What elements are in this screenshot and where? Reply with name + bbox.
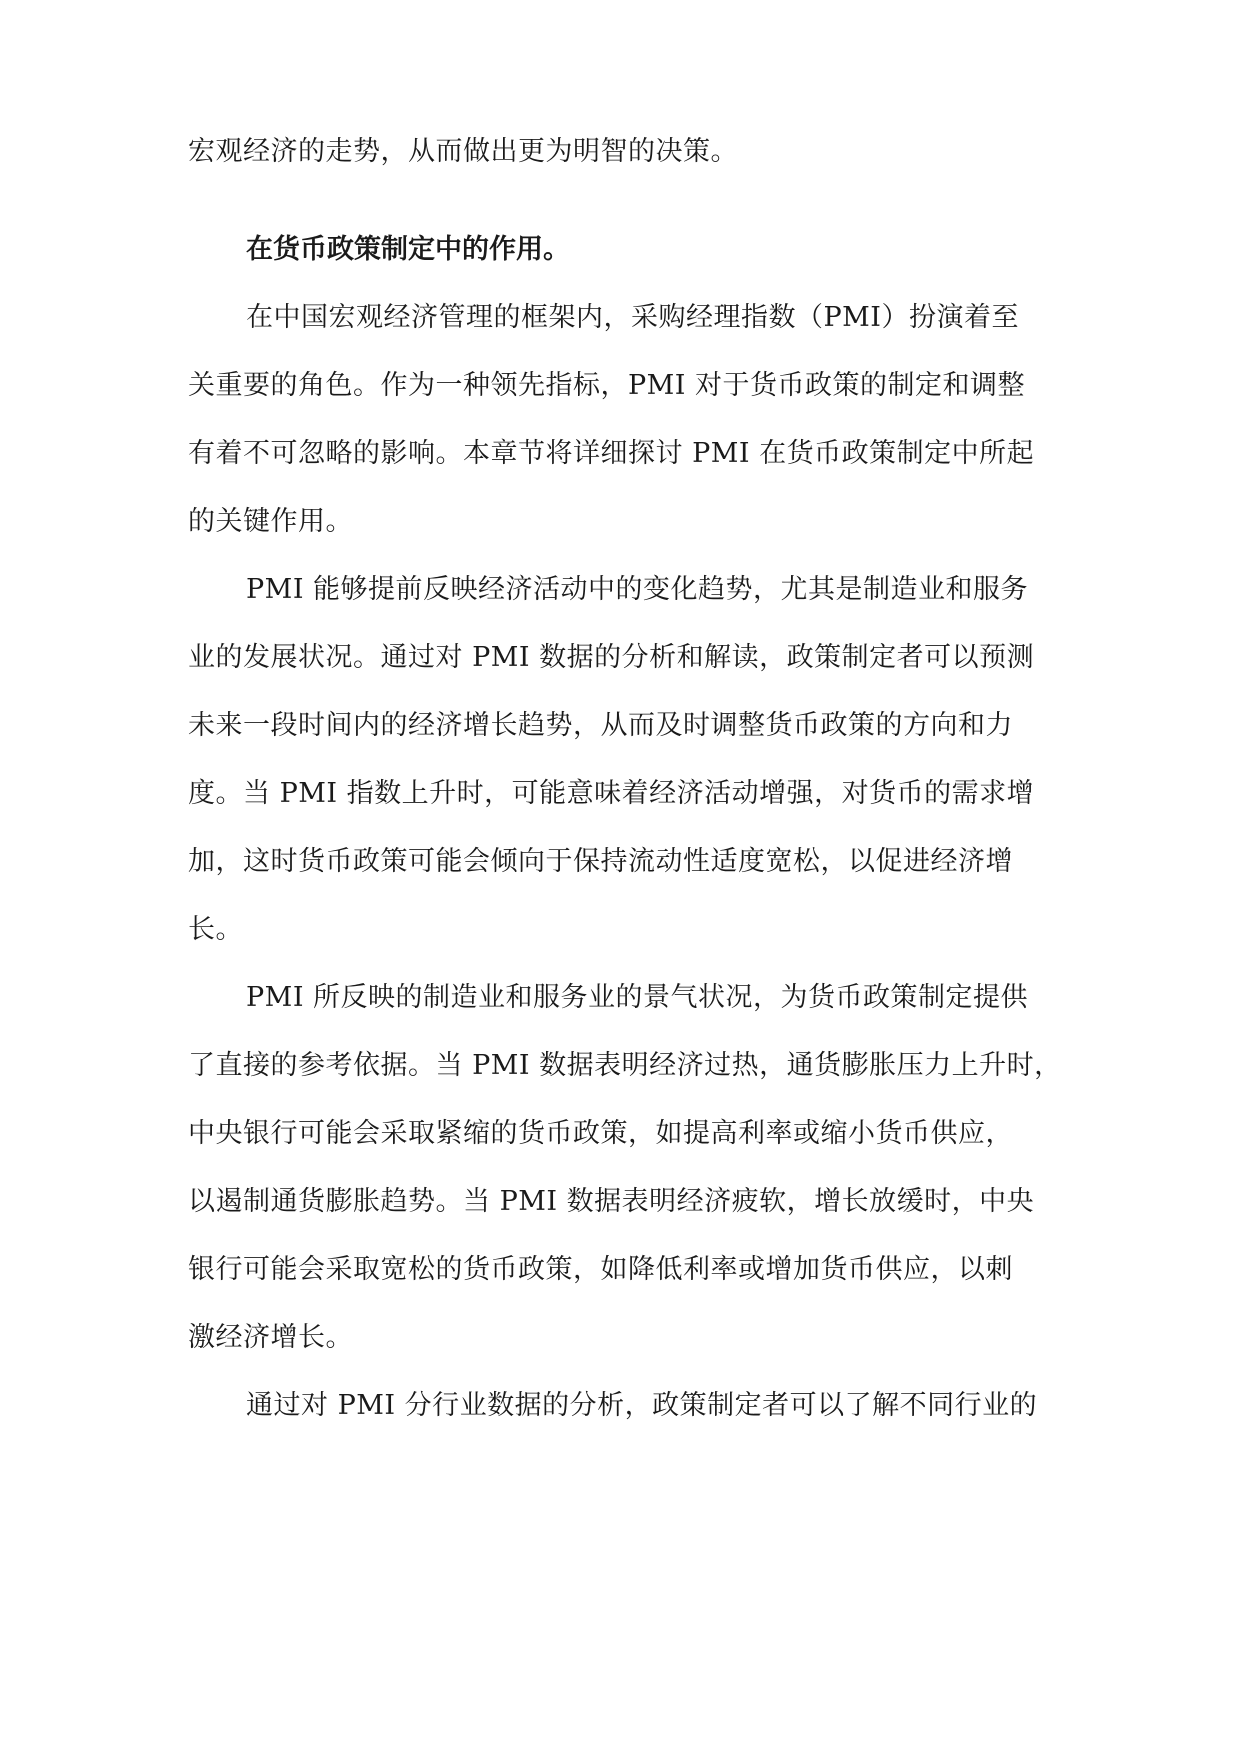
paragraph-line: PMI 能够提前反映经济活动中的变化趋势，尤其是制造业和服务 <box>246 574 1029 605</box>
paragraph-line: 中央银行可能会采取紧缩的货币政策，如提高利率或缩小货币供应， <box>188 1118 1013 1149</box>
paragraph-line: 长。 <box>188 914 243 945</box>
paragraph-line: 通过对 PMI 分行业数据的分析，政策制定者可以了解不同行业的 <box>246 1390 1038 1421</box>
paragraph-line: 了直接的参考依据。当 PMI 数据表明经济过热，通货膨胀压力上升时， <box>188 1050 1062 1081</box>
paragraph-line: 有着不可忽略的影响。本章节将详细探讨 PMI 在货币政策制定中所起 <box>188 438 1035 469</box>
paragraph-line: 加，这时货币政策可能会倾向于保持流动性适度宽松，以促进经济增 <box>188 846 1013 877</box>
paragraph-line: 关重要的角色。作为一种领先指标，PMI 对于货币政策的制定和调整 <box>188 370 1026 401</box>
paragraph-line: 业的发展状况。通过对 PMI 数据的分析和解读，政策制定者可以预测 <box>188 642 1035 673</box>
paragraph-line: 的关键作用。 <box>188 506 353 537</box>
section-heading: 在货币政策制定中的作用。 <box>246 234 570 265</box>
paragraph-line: 在中国宏观经济管理的框架内，采购经理指数（PMI）扮演着至 <box>246 302 1019 333</box>
paragraph-line: 激经济增长。 <box>188 1322 353 1353</box>
paragraph-line: 度。当 PMI 指数上升时，可能意味着经济活动增强，对货币的需求增 <box>188 778 1035 809</box>
paragraph-line: 宏观经济的走势，从而做出更为明智的决策。 <box>188 136 738 167</box>
paragraph-line: 未来一段时间内的经济增长趋势，从而及时调整货币政策的方向和力 <box>188 710 1013 741</box>
paragraph-line: PMI 所反映的制造业和服务业的景气状况，为货币政策制定提供 <box>246 982 1029 1013</box>
paragraph-line: 银行可能会采取宽松的货币政策，如降低利率或增加货币供应，以刺 <box>188 1254 1013 1285</box>
paragraph-line: 以遏制通货膨胀趋势。当 PMI 数据表明经济疲软，增长放缓时，中央 <box>188 1186 1035 1217</box>
